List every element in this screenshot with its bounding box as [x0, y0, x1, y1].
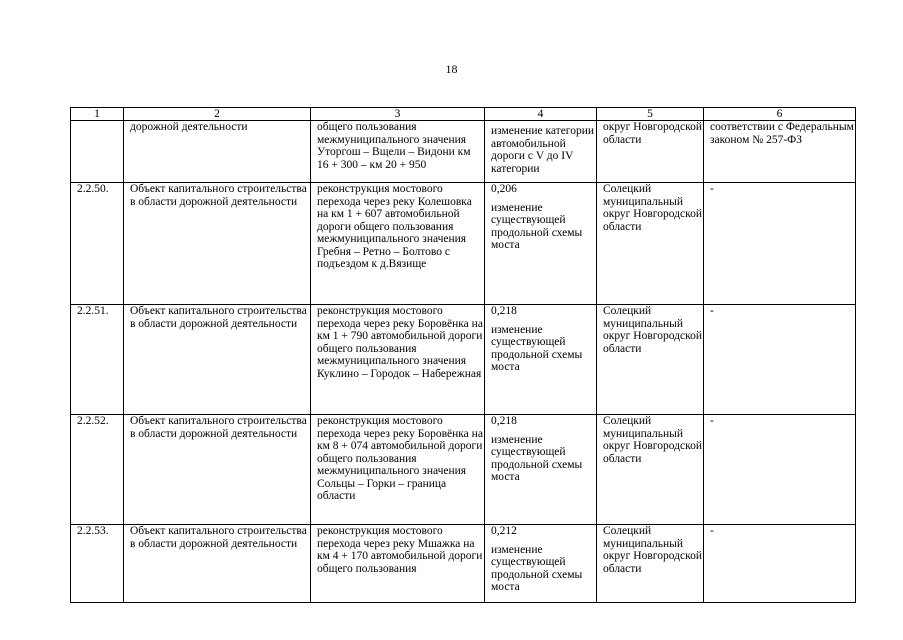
- location: Солецкий муниципальный округ Новгородской области: [597, 183, 704, 305]
- object-purpose: реконструкция мостового перехода через реку Боровёнка на км 8 + 074 автомобильной дороги общего пользования межмуниципального значения Сольцы – Горки – граница области: [311, 415, 485, 525]
- table-row: [71, 525, 856, 603]
- objects-table: [70, 107, 856, 603]
- location: округ Новгородской области: [597, 121, 704, 183]
- row-number: 2.2.52.: [71, 415, 124, 525]
- object-purpose: общего пользования межмуниципального значения Уторгош – Вщели – Видони км 16 + 300 – км 20 + 950: [311, 121, 485, 183]
- table-row: [71, 183, 856, 305]
- table-row: [71, 415, 856, 525]
- header-col-6: 6: [704, 108, 856, 121]
- change-description: изменение существующей продольной схемы моста: [491, 323, 583, 373]
- object-type: Объект капитального строительства в области дорожной деятельности: [124, 305, 311, 415]
- location: Солецкий муниципальный округ Новгородской области: [597, 525, 704, 603]
- area-cell: [485, 183, 597, 305]
- page-number: 18: [445, 62, 458, 76]
- location: Солецкий муниципальный округ Новгородской области: [597, 305, 704, 415]
- header-col-1: 1: [71, 108, 124, 121]
- table-row: [71, 305, 856, 415]
- area-cell: [485, 525, 597, 603]
- note: -: [704, 305, 856, 415]
- note: -: [704, 415, 856, 525]
- table-row-continuation: [71, 121, 856, 183]
- area-value: 0,218: [491, 415, 517, 427]
- area-value: 0,218: [491, 305, 517, 317]
- note: -: [704, 525, 856, 603]
- note: -: [704, 183, 856, 305]
- object-purpose: реконструкция мостового перехода через реку Боровёнка на км 1 + 790 автомобильной дороги общего пользования межмуниципального значения Куклино – Городок – Набережная: [311, 305, 485, 415]
- location: Солецкий муниципальный округ Новгородской области: [597, 415, 704, 525]
- change-description: изменение существующей продольной схемы моста: [491, 201, 583, 251]
- row-number: 2.2.53.: [71, 525, 124, 603]
- change-description: изменение существующей продольной схемы моста: [491, 433, 583, 483]
- header-col-5: 5: [597, 108, 704, 121]
- object-type: дорожной деятельности: [124, 121, 311, 183]
- object-type: Объект капитального строительства в области дорожной деятельности: [124, 525, 311, 603]
- row-number: 2.2.50.: [71, 183, 124, 305]
- area-cell: [485, 415, 597, 525]
- object-purpose: реконструкция мостового перехода через реку Мшажка на км 4 + 170 автомобильной дороги общего пользования: [311, 525, 485, 603]
- header-col-2: 2: [124, 108, 311, 121]
- header-col-4: 4: [485, 108, 597, 121]
- table-header-row: [71, 108, 856, 121]
- area-value: 0,212: [491, 525, 517, 537]
- header-col-3: 3: [311, 108, 485, 121]
- object-type: Объект капитального строительства в области дорожной деятельности: [124, 183, 311, 305]
- object-purpose: реконструкция мостового перехода через реку Колешовка на км 1 + 607 автомобильной дороги общего пользования межмуниципального значения Гребня – Ретно – Болтово с подъездом к д.Вязище: [311, 183, 485, 305]
- change-description: изменение существующей продольной схемы моста: [491, 543, 583, 593]
- row-number: 2.2.51.: [71, 305, 124, 415]
- row-number: [71, 121, 124, 183]
- change-description: изменение категории автомобильной дороги с V до IV категории: [491, 125, 595, 175]
- area-value: 0,206: [491, 183, 517, 195]
- object-type: Объект капитального строительства в области дорожной деятельности: [124, 415, 311, 525]
- area-cell: [485, 305, 597, 415]
- area-cell: [485, 121, 597, 183]
- note: соответствии с Федеральным законом № 257-ФЗ: [704, 121, 856, 183]
